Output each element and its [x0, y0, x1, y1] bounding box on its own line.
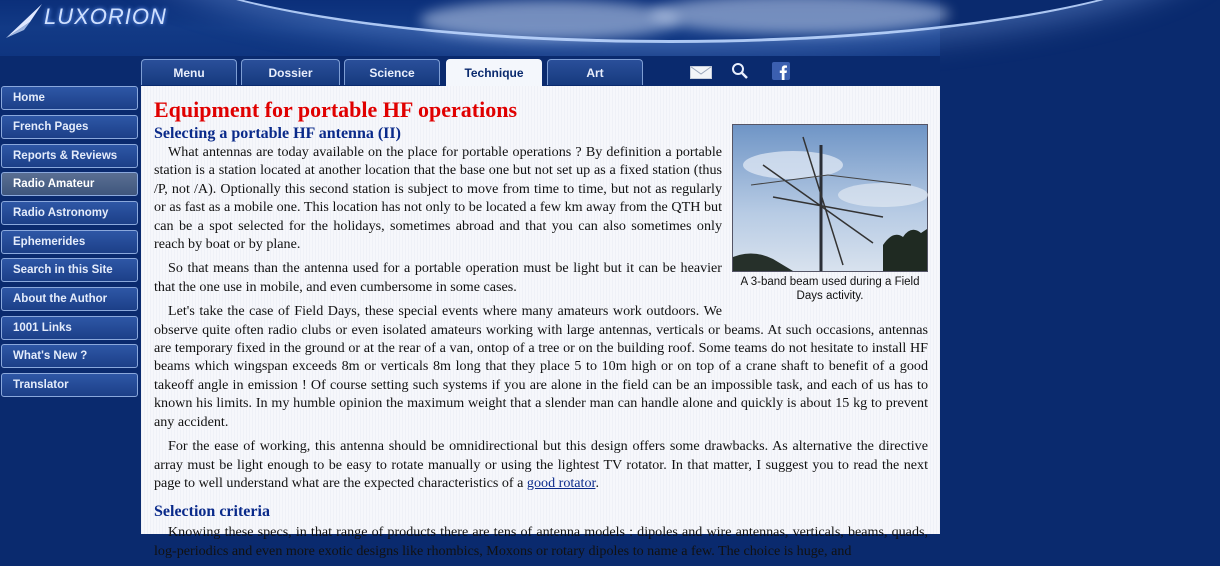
- paragraph-text: For the ease of working, this antenna should be omnidirectional but this design offers some drawbacks. As alternative the directive array must be light enough to be easy to rotate manually or using the lightest TV rotator. In that matter, I suggest you to read the next page to well understand what are the expected characteristics of a: [154, 438, 928, 491]
- paragraph: What antennas are today available on the place for portable operations ? By definition a portable station is a station located at another location that the base one but not set up as a fixed station (thus /P, not /A). Optionally this second station is subject to move from time to time, but not as regularly or as fast as a mobile one. This location has not only to be located a few km away from the QTH but can be a spot selected for the holidays, sometimes abroad and that you can also sometimes only reach by boat or by plane.: [154, 144, 722, 253]
- tab-technique[interactable]: Technique: [446, 59, 542, 86]
- figure-caption: A 3-band beam used during a Field Days activity.: [740, 276, 920, 302]
- sidebar-item-radio-amateur[interactable]: Radio Amateur: [1, 172, 138, 196]
- earth-horizon: [120, 0, 1220, 43]
- section-heading: Selection criteria: [154, 503, 270, 521]
- paragraph: Let's take the case of Field Days, these special events where many amateurs work outdoors. We observe quite often radio clubs or even isolated amateurs working with large antennas, verticals or beams. At such occasions, antennas are temporary fixed in the ground or at the rear of a van, ontop of a tree or on the building roof. Some teams do not hesitate to install HF beams which wingspan exceeds 8m or verticals 8m long that they place 5 to 10m high or on top of a crane shaft to benefit of a good takeoff angle in emission ! Of course setting such systems if you are alone in the field can be an impossible task, and each of us has to known his limits. In my humble opinion the maximum weight that a slender man can handle alone and quickly is about 15 kg to prevent any accident.: [154, 303, 928, 430]
- mail-icon[interactable]: [690, 66, 712, 79]
- sidebar-item-reports-reviews[interactable]: Reports & Reviews: [1, 144, 138, 168]
- tab-menu[interactable]: Menu: [141, 59, 237, 85]
- antenna-photo[interactable]: [732, 124, 928, 272]
- good-rotator-link[interactable]: good rotator: [526, 474, 596, 491]
- paragraph: So that means than the antenna used for a portable operation must be light but it can be heavier that the one use in mobile, and even cumbersome in some cases.: [154, 260, 722, 295]
- paragraph: Knowing these specs, in that range of products there are tens of antenna models : dipoles and wire antennas, verticals, beams, quads, log-periodics and even more exotic designs like rhombics, Moxons or rotary dipoles to name a few. The choice is huge, and: [154, 524, 928, 559]
- sidebar-item-home[interactable]: Home: [1, 86, 138, 110]
- paragraph-text: .: [595, 474, 599, 491]
- header-banner: [0, 0, 940, 56]
- sidebar-item-about-author[interactable]: About the Author: [1, 287, 138, 311]
- site-logo[interactable]: LUXORION: [44, 4, 167, 29]
- tab-art[interactable]: Art: [547, 59, 643, 85]
- tab-dossier[interactable]: Dossier: [241, 59, 340, 85]
- sidebar-item-whats-new[interactable]: What's New ?: [1, 344, 138, 368]
- sidebar-item-ephemerides[interactable]: Ephemerides: [1, 230, 138, 254]
- article-subtitle: Selecting a portable HF antenna (II): [154, 125, 401, 142]
- sidebar-item-1001-links[interactable]: 1001 Links: [1, 316, 138, 340]
- antenna-figure: [732, 124, 928, 303]
- search-icon[interactable]: [731, 62, 749, 80]
- sidebar-item-radio-astronomy[interactable]: Radio Astronomy: [1, 201, 138, 225]
- top-nav: [0, 56, 940, 86]
- article: [154, 96, 928, 566]
- paragraph: [154, 437, 928, 492]
- facebook-icon[interactable]: [772, 62, 790, 80]
- sidebar-item-french-pages[interactable]: French Pages: [1, 115, 138, 139]
- tab-science[interactable]: Science: [344, 59, 440, 85]
- sidebar-item-search-site[interactable]: Search in this Site: [1, 258, 138, 282]
- sidebar-item-translator[interactable]: Translator: [1, 373, 138, 397]
- main-content: [141, 86, 940, 559]
- page-title: Equipment for portable HF operations: [154, 97, 518, 122]
- logo-icon[interactable]: [2, 0, 46, 44]
